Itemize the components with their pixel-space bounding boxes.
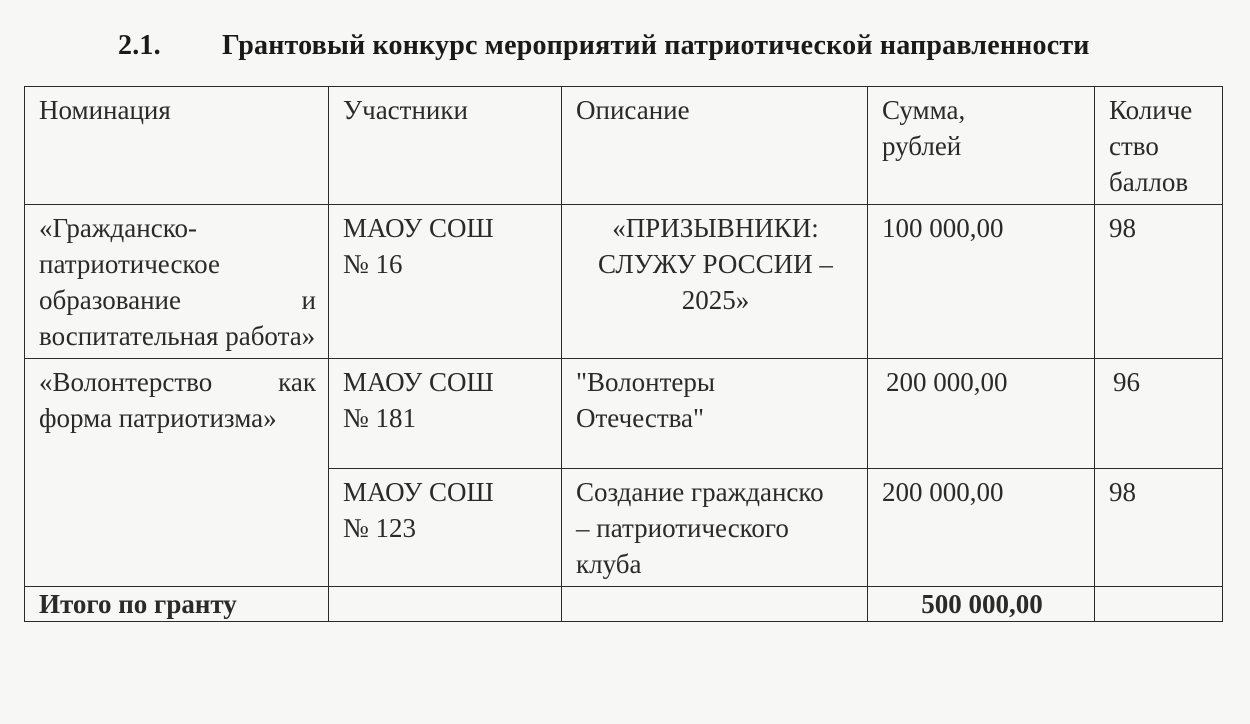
total-empty-cell (562, 587, 868, 622)
section-number: 2.1. (118, 30, 161, 61)
cell-nomination: «Волонтерство как форма патриотизма» (25, 359, 329, 587)
cell-amount: 200 000,00 (868, 359, 1095, 469)
header-amount: Сумма, рублей (868, 87, 1095, 205)
table-total-row (25, 587, 1223, 622)
cell-score: 98 (1095, 469, 1223, 587)
cell-score: 96 (1095, 359, 1223, 469)
cell-nomination: «Гражданско-патриотическое образование и воспитательная работа» (25, 205, 329, 359)
cell-participant: МАОУ СОШ № 181 (329, 359, 562, 469)
cell-participant: МАОУ СОШ № 16 (329, 205, 562, 359)
cell-description: "Волонтеры Отечества" (562, 359, 868, 469)
total-label: Итого по гранту (25, 587, 329, 622)
table-row (25, 205, 1223, 359)
total-amount: 500 000,00 (868, 587, 1095, 622)
total-empty-cell (329, 587, 562, 622)
section-title: Грантовый конкурс мероприятий патриотической направленности (222, 30, 1090, 61)
header-nomination: Номинация (25, 87, 329, 205)
cell-participant: МАОУ СОШ № 123 (329, 469, 562, 587)
header-score: Количе ство баллов (1095, 87, 1223, 205)
cell-description: «ПРИЗЫВНИКИ: СЛУЖУ РОССИИ – 2025» (562, 205, 868, 359)
section-heading (118, 30, 1090, 62)
table-row (25, 359, 1223, 469)
grant-table (24, 86, 1223, 622)
header-participants: Участники (329, 87, 562, 205)
cell-amount: 200 000,00 (868, 469, 1095, 587)
cell-score: 98 (1095, 205, 1223, 359)
header-description: Описание (562, 87, 868, 205)
total-empty-cell (1095, 587, 1223, 622)
cell-description: Создание гражданско – патриотического клуба (562, 469, 868, 587)
cell-amount: 100 000,00 (868, 205, 1095, 359)
table-header-row (25, 87, 1223, 205)
